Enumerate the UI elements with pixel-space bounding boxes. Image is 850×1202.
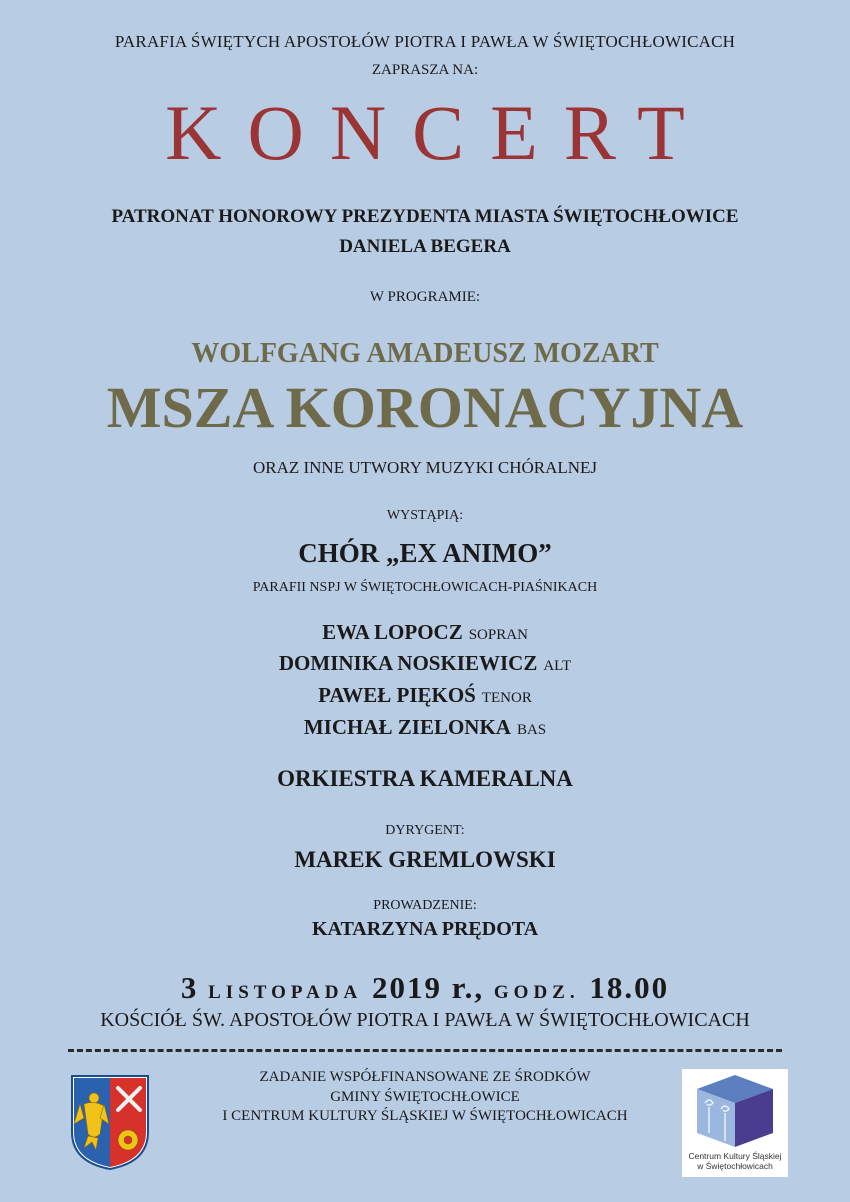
invites-line: ZAPRASZA NA: bbox=[371, 62, 479, 78]
host-label: PROWADZENIE: bbox=[373, 898, 477, 913]
funding-line: ZADANIE WSPÓŁFINANSOWANE ZE ŚRODKÓW bbox=[259, 1069, 591, 1085]
soloist-voice: BAS bbox=[516, 722, 547, 738]
culture-center-logo bbox=[682, 1069, 788, 1177]
composer-name: WOLFGANG AMADEUSZ MOZART bbox=[191, 338, 659, 369]
soloist-name: DOMINIKA NOSKIEWICZ bbox=[278, 651, 538, 675]
culture-center-cube-icon bbox=[695, 1073, 775, 1149]
logo-text-line: w Świętochłowicach bbox=[697, 1161, 773, 1171]
city-coat-of-arms-icon bbox=[70, 1074, 150, 1170]
funding-line: GMINY ŚWIĘTOCHŁOWICE bbox=[330, 1089, 520, 1105]
patron-name: DANIELA BEGERA bbox=[339, 236, 511, 257]
dashed-divider bbox=[68, 1049, 782, 1052]
work-title: MSZA KORONACYJNA bbox=[106, 375, 744, 440]
performers-label: WYSTĄPIĄ: bbox=[386, 508, 464, 523]
parish-name: PARAFIA ŚWIĘTYCH APOSTOŁÓW PIOTRA I PAWŁA W ŚWIĘTOCHŁOWICACH bbox=[114, 32, 736, 51]
patronage-line: PATRONAT HONOROWY PREZYDENTA MIASTA ŚWIĘTOCHŁOWICE bbox=[111, 206, 739, 227]
event-time: 18.00 bbox=[589, 970, 670, 1005]
soloist-voice: TENOR bbox=[481, 690, 532, 706]
date-year: 2019 r., bbox=[371, 970, 485, 1005]
soloist-name: MICHAŁ ZIELONKA bbox=[303, 715, 511, 739]
soloist-row bbox=[0, 683, 850, 708]
choir-name: CHÓR „EX ANIMO” bbox=[298, 538, 552, 568]
soloist-name: EWA LOPOCZ bbox=[322, 620, 463, 644]
host-name: KATARZYNA PRĘDOTA bbox=[311, 918, 539, 940]
soloist-row bbox=[0, 651, 850, 676]
conductor-name: MAREK GREMLOWSKI bbox=[294, 847, 556, 872]
soloist-voice: ALT bbox=[543, 658, 572, 674]
event-date bbox=[0, 970, 850, 1006]
funding-line: I CENTRUM KULTURY ŚLĄSKIEJ W ŚWIĘTOCHŁOWICACH bbox=[222, 1108, 628, 1124]
logo-text-line: Centrum Kultury Śląskiej bbox=[688, 1151, 782, 1161]
orchestra-name: ORKIESTRA KAMERALNA bbox=[277, 766, 573, 791]
programme-label: W PROGRAMIE: bbox=[369, 289, 481, 305]
time-label: GODZ. bbox=[493, 982, 580, 1003]
choir-parish: PARAFII NSPJ W ŚWIĘTOCHŁOWICACH-PIAŚNIKACH bbox=[252, 580, 598, 595]
date-day: 3 bbox=[180, 970, 199, 1005]
soloist-row bbox=[0, 620, 850, 645]
soloist-voice: SOPRAN bbox=[468, 627, 528, 643]
event-venue: KOŚCIÓŁ ŚW. APOSTOŁÓW PIOTRA I PAWŁA W ŚWIĘTOCHŁOWICACH bbox=[100, 1009, 750, 1031]
culture-center-logo-text bbox=[682, 1151, 788, 1171]
date-month: LISTOPADA bbox=[208, 982, 363, 1003]
other-works: ORAZ INNE UTWORY MUZYKI CHÓRALNEJ bbox=[252, 458, 598, 477]
conductor-label: DYRYGENT: bbox=[385, 823, 465, 838]
concert-title: KONCERT bbox=[165, 89, 711, 176]
soloist-name: PAWEŁ PIĘKOŚ bbox=[318, 683, 476, 707]
soloist-row bbox=[0, 715, 850, 740]
